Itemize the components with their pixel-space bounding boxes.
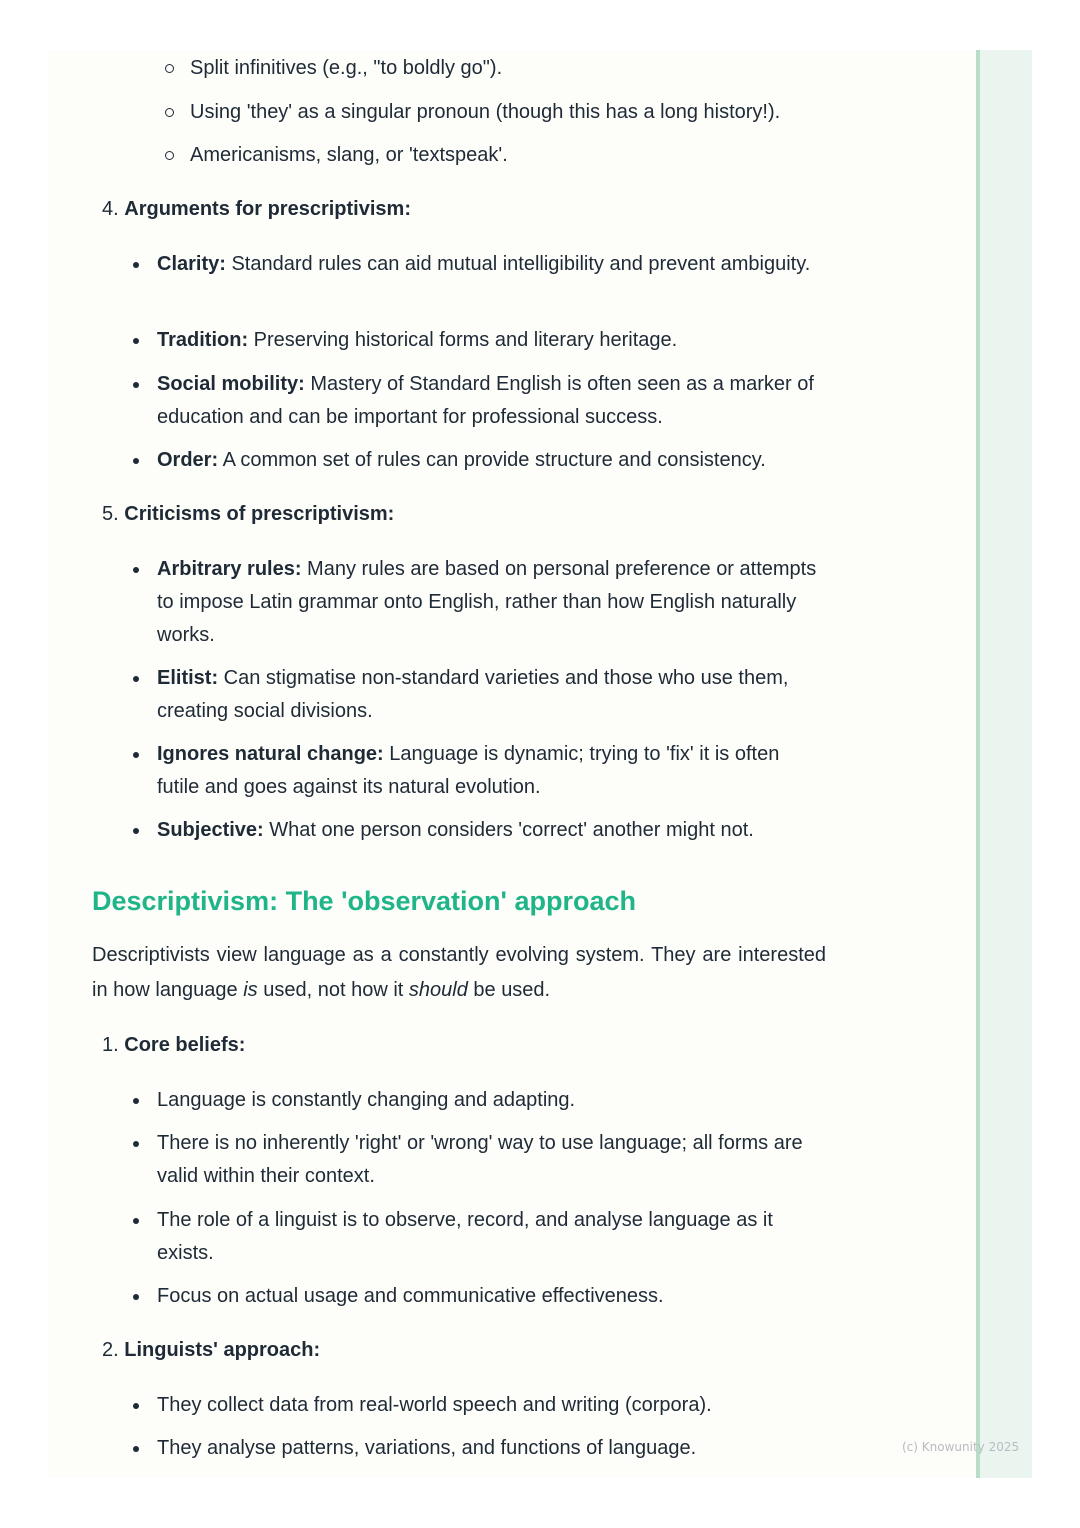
list-item [157, 248, 827, 281]
section-number: 2. [102, 1339, 119, 1361]
circle-bullet-icon [165, 108, 174, 117]
intro-paragraph [92, 938, 826, 1008]
list-item: They collect data from real-world speech and writing (corpora). [157, 1394, 712, 1416]
item-term: Tradition: [157, 329, 249, 351]
item-text: Mastery of Standard English is often seen as a marker of education and can be important for professional success. [157, 373, 814, 428]
section-title: Core beliefs: [124, 1034, 246, 1056]
list-item [157, 738, 827, 804]
item-term: Ignores natural change: [157, 743, 384, 765]
item-term: Elitist: [157, 667, 219, 689]
intro-text: used, not how it [257, 979, 409, 1001]
section-heading-2 [102, 1334, 320, 1367]
intro-text: Descriptivists view language as a constantly evolving system. They are interested in how language [92, 944, 826, 1001]
bullet-icon [133, 1403, 139, 1409]
item-text: A common set of rules can provide structure and consistency. [218, 449, 766, 471]
item-text: Many rules are based on personal preference or attempts to impose Latin grammar onto English, rather than how English naturally works. [157, 558, 817, 646]
list-item: The role of a linguist is to observe, record, and analyse language as it exists. [157, 1209, 773, 1264]
item-term: Social mobility: [157, 373, 305, 395]
bullet-icon [133, 752, 139, 758]
list-item [157, 662, 827, 728]
bullet-icon [133, 382, 139, 388]
list-item: Americanisms, slang, or 'textspeak'. [190, 144, 508, 166]
bullet-icon [133, 338, 139, 344]
intro-emphasis: is [243, 979, 258, 1001]
section-heading-4 [102, 193, 411, 226]
section-title: Linguists' approach: [124, 1339, 321, 1361]
circle-bullet-icon [165, 151, 174, 160]
list-item: Focus on actual usage and communicative effectiveness. [157, 1285, 664, 1307]
intro-text: be used. [467, 979, 551, 1001]
circle-bullet-icon [165, 64, 174, 73]
item-text: Language is dynamic; trying to 'fix' it is often futile and goes against its natural evolution. [157, 743, 780, 798]
list-item [157, 324, 827, 357]
bullet-icon [133, 1294, 139, 1300]
section-number: 4. [102, 198, 119, 220]
copyright-footer: (c) Knowunity 2025 [902, 1440, 1020, 1454]
list-item [157, 444, 827, 477]
bullet-icon [133, 1446, 139, 1452]
item-text: Standard rules can aid mutual intelligibility and prevent ambiguity. [225, 253, 811, 275]
item-term: Clarity: [157, 253, 226, 275]
bullet-icon [133, 567, 139, 573]
section-number: 1. [102, 1034, 119, 1056]
intro-emphasis: should [408, 979, 468, 1001]
list-item: There is no inherently 'right' or 'wrong' way to use language; all forms are valid within their context. [157, 1132, 803, 1187]
list-item [157, 368, 827, 434]
list-item: Using 'they' as a singular pronoun (though this has a long history!). [190, 101, 781, 123]
item-text: What one person considers 'correct' another might not. [263, 819, 754, 841]
item-text: Preserving historical forms and literary heritage. [248, 329, 678, 351]
bullet-icon [133, 1141, 139, 1147]
list-item [157, 814, 827, 847]
section-number: 5. [102, 503, 119, 525]
side-margin [976, 50, 1032, 1478]
bullet-icon [133, 1218, 139, 1224]
item-term: Arbitrary rules: [157, 558, 302, 580]
bullet-icon [133, 458, 139, 464]
section-title: Arguments for prescriptivism: [124, 198, 411, 220]
side-margin-line [976, 50, 980, 1478]
section-title: Criticisms of prescriptivism: [124, 503, 395, 525]
item-term: Subjective: [157, 819, 264, 841]
list-item: Split infinitives (e.g., "to boldly go"). [190, 57, 503, 79]
bullet-icon [133, 676, 139, 682]
bullet-icon [133, 828, 139, 834]
list-item [157, 553, 827, 652]
item-text: Can stigmatise non-standard varieties and those who use them, creating social divisions. [157, 667, 789, 722]
section-heading-1 [102, 1029, 245, 1062]
item-term: Order: [157, 449, 219, 471]
section-heading-descriptivism: Descriptivism: The 'observation' approach [92, 886, 636, 916]
list-item: They analyse patterns, variations, and functions of language. [157, 1437, 697, 1459]
bullet-icon [133, 262, 139, 268]
section-heading-5 [102, 498, 394, 531]
list-item: Language is constantly changing and adapting. [157, 1089, 576, 1111]
bullet-icon [133, 1098, 139, 1104]
